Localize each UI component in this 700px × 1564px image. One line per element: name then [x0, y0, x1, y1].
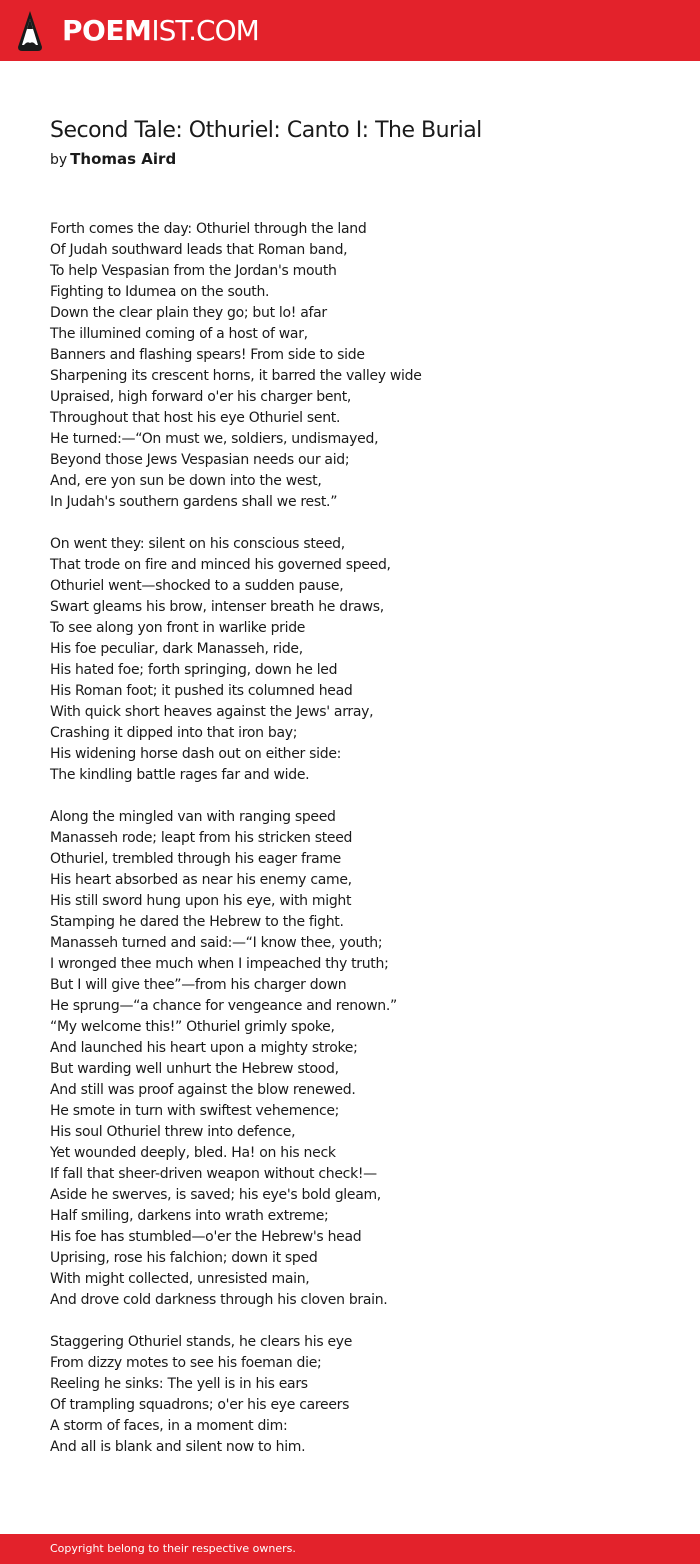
poem-line: Uprising, rose his falchion; down it sped: [50, 1250, 318, 1266]
poem-line: And still was proof against the blow renewed.: [50, 1082, 356, 1098]
author-link[interactable]: Thomas Aird: [70, 150, 177, 168]
poem-line: His Roman foot; it pushed its columned head: [50, 683, 353, 699]
poem-line: But I will give thee”—from his charger down: [50, 977, 347, 993]
logo-text-light: IST.COM: [151, 14, 259, 47]
poem-stanza: [50, 219, 670, 513]
poem-line: Othuriel, trembled through his eager frame: [50, 851, 341, 867]
poem-line: His still sword hung upon his eye, with might: [50, 893, 352, 909]
site-footer: [0, 1534, 700, 1564]
poem-line: His soul Othuriel threw into defence,: [50, 1124, 296, 1140]
poem-line: Sharpening its crescent horns, it barred the valley wide: [50, 368, 422, 384]
poem-line: Throughout that host his eye Othuriel sent.: [50, 410, 341, 426]
site-logo[interactable]: [16, 9, 259, 53]
poem-line: Manasseh turned and said:—“I know thee, youth;: [50, 935, 383, 951]
poem-stanza: [50, 1332, 670, 1458]
poem-line: Beyond those Jews Vespasian needs our aid;: [50, 452, 350, 468]
poem-stanza: [50, 807, 670, 1311]
by-label: by: [50, 152, 68, 168]
logo-wordmark: [62, 9, 259, 53]
poem-line: Half smiling, darkens into wrath extreme;: [50, 1208, 329, 1224]
poem-stanza: [50, 534, 670, 786]
poem-line: Of trampling squadrons; o'er his eye careers: [50, 1397, 350, 1413]
poem-line: The kindling battle rages far and wide.: [50, 767, 310, 783]
site-header: [0, 0, 700, 61]
poem-line: If fall that sheer-driven weapon without check!—: [50, 1166, 377, 1182]
poem-line: But warding well unhurt the Hebrew stood,: [50, 1061, 339, 1077]
poem-line: “My welcome this!” Othuriel grimly spoke,: [50, 1019, 335, 1035]
poem-line: To see along yon front in warlike pride: [50, 620, 306, 636]
copyright-notice: Copyright belong to their respective owners.: [50, 1542, 296, 1555]
poem-line: With quick short heaves against the Jews' array,: [50, 704, 374, 720]
poem-line: Of Judah southward leads that Roman band,: [50, 242, 348, 258]
poem-line: I wronged thee much when I impeached thy truth;: [50, 956, 389, 972]
poem-line: Banners and flashing spears! From side to side: [50, 347, 365, 363]
poem-line: Staggering Othuriel stands, he clears his eye: [50, 1334, 353, 1350]
poem-line: His foe has stumbled—o'er the Hebrew's head: [50, 1229, 362, 1245]
poem-line: Fighting to Idumea on the south.: [50, 284, 270, 300]
poem-line: The illumined coming of a host of war,: [50, 326, 308, 342]
poem-line: Reeling he sinks: The yell is in his ears: [50, 1376, 308, 1392]
poem-line: Down the clear plain they go; but lo! afar: [50, 305, 327, 321]
poem-line: His foe peculiar, dark Manasseh, ride,: [50, 641, 303, 657]
poem-line: And all is blank and silent now to him.: [50, 1439, 306, 1455]
poem-body: [50, 219, 670, 1479]
poem-line: Forth comes the day: Othuriel through the land: [50, 221, 367, 237]
poem-line: In Judah's southern gardens shall we rest.”: [50, 494, 338, 510]
poem-line: His heart absorbed as near his enemy came,: [50, 872, 352, 888]
poem-line: He turned:—“On must we, soldiers, undismayed,: [50, 431, 379, 447]
poem-line: Swart gleams his brow, intenser breath he draws,: [50, 599, 384, 615]
poem-line: Stamping he dared the Hebrew to the fight.: [50, 914, 344, 930]
poem-line: His hated foe; forth springing, down he led: [50, 662, 338, 678]
poem-line: Yet wounded deeply, bled. Ha! on his neck: [50, 1145, 336, 1161]
poem-line: To help Vespasian from the Jordan's mouth: [50, 263, 337, 279]
poem-line: Aside he swerves, is saved; his eye's bold gleam,: [50, 1187, 381, 1203]
poem-line: Upraised, high forward o'er his charger bent,: [50, 389, 352, 405]
poem-line: Manasseh rode; leapt from his stricken steed: [50, 830, 353, 846]
byline: [50, 148, 176, 171]
poem-line: With might collected, unresisted main,: [50, 1271, 310, 1287]
poem-line: Othuriel went—shocked to a sudden pause,: [50, 578, 344, 594]
poem-line: He sprung—“a chance for vengeance and renown.”: [50, 998, 397, 1014]
poem-line: He smote in turn with swiftest vehemence;: [50, 1103, 340, 1119]
poem-line: And, ere yon sun be down into the west,: [50, 473, 322, 489]
poem-line: And launched his heart upon a mighty stroke;: [50, 1040, 358, 1056]
poem-line: Along the mingled van with ranging speed: [50, 809, 336, 825]
poem-line: From dizzy motes to see his foeman die;: [50, 1355, 322, 1371]
poem-line: On went they: silent on his conscious steed,: [50, 536, 345, 552]
logo-text-bold: POEM: [62, 14, 152, 47]
poem-line: Crashing it dipped into that iron bay;: [50, 725, 298, 741]
poem-line: That trode on fire and minced his governed speed,: [50, 557, 391, 573]
poem-line: His widening horse dash out on either side:: [50, 746, 342, 762]
poem-title: Second Tale: Othuriel: Canto I: The Burial: [50, 118, 482, 143]
poem-line: And drove cold darkness through his cloven brain.: [50, 1292, 388, 1308]
pencil-icon: [16, 10, 44, 52]
poem-line: A storm of faces, in a moment dim:: [50, 1418, 288, 1434]
